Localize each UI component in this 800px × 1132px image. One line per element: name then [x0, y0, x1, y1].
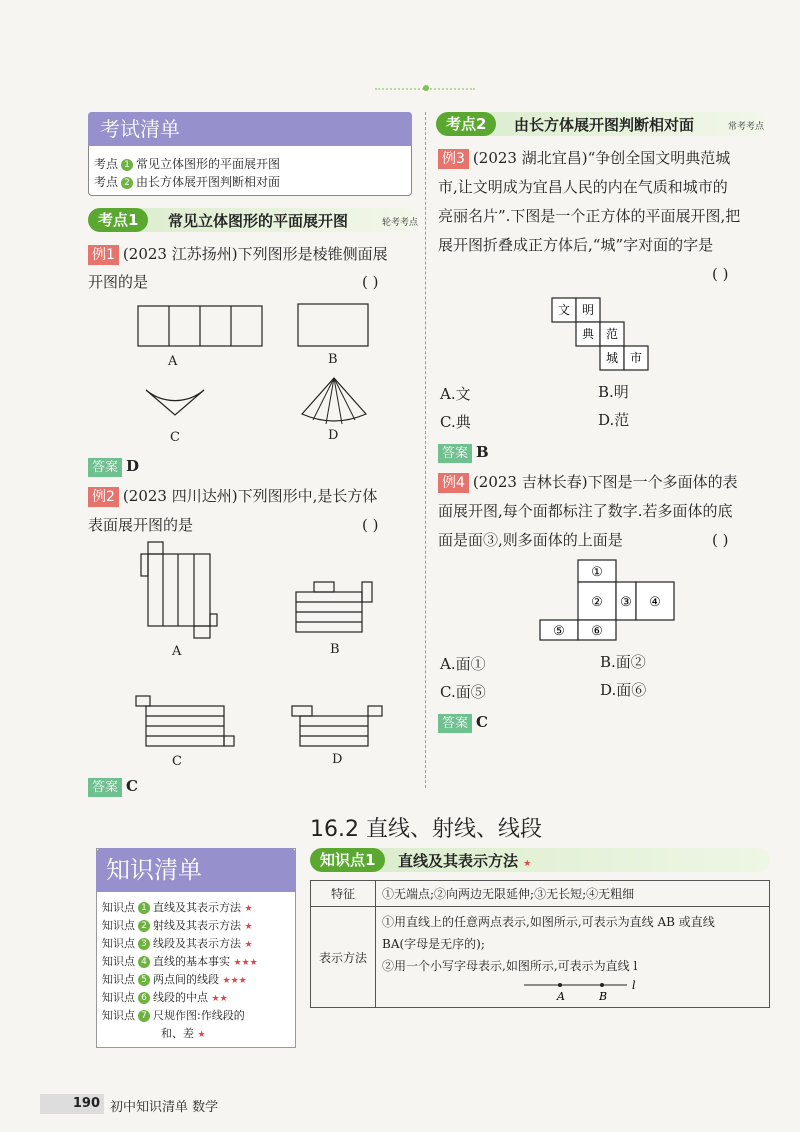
- table-row: [311, 907, 770, 1008]
- ex2-label-b: B: [330, 642, 340, 657]
- knowledge-item-prefix: 知识点: [102, 991, 135, 1004]
- ex1-figure-c: [146, 390, 204, 415]
- ex1-label-b: B: [328, 352, 338, 367]
- knowledge-item-7-cont: [161, 1025, 206, 1041]
- ex4-cell: ⑥: [591, 624, 603, 639]
- ex2-answer-tag: 答案: [88, 778, 122, 797]
- knowledge-item-1: [102, 899, 253, 915]
- ex4-net: [536, 558, 681, 646]
- ex1-line2: 开图的是: [88, 273, 149, 291]
- ex2-label-d: D: [332, 752, 343, 767]
- ex4-answer: [438, 708, 488, 737]
- exam-item-text: 由长方体展开图判断相对面: [136, 175, 281, 189]
- star-icon: ★: [244, 940, 253, 950]
- ex3-net: [548, 296, 658, 376]
- knowledge-item-text: 直线及其表示方法: [153, 901, 241, 914]
- ex4-cell: ③: [620, 595, 632, 610]
- ex3-tag: 例3: [438, 149, 469, 169]
- ex4-paren: ( ): [712, 531, 729, 549]
- exam-item-1: [94, 155, 280, 172]
- ex3-answer: [438, 438, 489, 467]
- method-line-1: ①用直线上的任意两点表示,如图所示,可表示为直线 AB 或直线: [382, 915, 715, 929]
- kp1-tag: 考点1: [88, 208, 148, 232]
- ex4-cell: ⑤: [553, 624, 565, 639]
- knowledge-item-prefix: 知识点: [102, 919, 135, 932]
- knowledge-item-text: 两点间的线段: [153, 973, 219, 986]
- knowledge-item-number: 7: [138, 1010, 150, 1022]
- star-icon: ★★★: [222, 976, 247, 986]
- ex3-line1: [438, 144, 730, 173]
- ex1-figure-a: [138, 306, 262, 346]
- ex2-line1: [88, 482, 377, 511]
- ex4-cell: ②: [591, 595, 603, 610]
- knowledge-item-number: 4: [138, 956, 150, 968]
- ex4-answer-value: C: [476, 713, 488, 731]
- ex2-label-c: C: [172, 754, 182, 769]
- ex3-cell: 城: [605, 351, 619, 365]
- exam-list-title: 考试清单: [88, 112, 412, 146]
- star-icon: ★: [244, 904, 253, 914]
- ex4-option-c: C.面⑤: [440, 683, 486, 701]
- ex3-line4: 展开图折叠成正方体后,“城”字对面的字是: [438, 236, 714, 254]
- ex4-cell: ①: [591, 565, 603, 580]
- knowledge-item-prefix: 知识点: [102, 901, 135, 914]
- ex3-option-b: B.明: [598, 383, 629, 401]
- knowledge-item-prefix: 知识点: [102, 937, 135, 950]
- ex2-answer: [88, 772, 138, 801]
- ex1-line1: [88, 240, 388, 269]
- section-title: 16.2 直线、射线、线段: [310, 817, 542, 842]
- kn1-tag: 知识点1: [310, 848, 385, 872]
- ex4-text: (2023 吉林长春)下图是一个多面体的表: [472, 473, 738, 491]
- knowledge-item-number: 3: [138, 938, 150, 950]
- kp2-note: 常考考点: [728, 122, 765, 132]
- table-cell-method: [376, 907, 770, 1008]
- knowledge-item-number: 5: [138, 974, 150, 986]
- ex1-tag: 例1: [88, 245, 119, 265]
- knowledge-item-prefix: 知识点: [102, 973, 135, 986]
- line-label-l: l: [632, 979, 636, 992]
- ex1-label-c: C: [170, 430, 180, 445]
- knowledge-item-text: 尺规作图:作线段的: [153, 1009, 245, 1022]
- exam-item-number: 1: [121, 159, 133, 171]
- table-head-feature: 特征: [311, 881, 376, 907]
- footer-title: 初中知识清单 数学: [110, 1100, 219, 1115]
- ex4-option-d: D.面⑥: [600, 681, 647, 699]
- ex3-answer-tag: 答案: [438, 444, 472, 463]
- ex2-answer-value: C: [126, 777, 138, 795]
- ex2-figure-a: [141, 542, 217, 638]
- exam-item-prefix: 考点: [94, 175, 119, 189]
- knowledge-item-text: 和、差: [161, 1027, 194, 1040]
- ex2-figure-c: [136, 696, 234, 746]
- ex1-figure-d: [302, 378, 366, 424]
- knowledge-item-7: [102, 1007, 245, 1023]
- ex2-figure-b: [296, 582, 372, 632]
- exam-item-text: 常见立体图形的平面展开图: [136, 157, 281, 171]
- ex2-line2: 表面展开图的是: [88, 516, 194, 534]
- ex2-figures: [88, 540, 428, 780]
- ex4-cell: ④: [649, 595, 661, 610]
- ex1-paren: ( ): [362, 273, 379, 291]
- kp1-title: 常见立体图形的平面展开图: [168, 212, 349, 230]
- ex4-line1: [438, 468, 738, 497]
- ex3-answer-value: B: [476, 443, 489, 461]
- knowledge-item-text: 线段的中点: [153, 991, 208, 1004]
- ex2-figure-d: [292, 706, 382, 746]
- table-row: [311, 881, 770, 907]
- knowledge-item-5: [102, 971, 247, 987]
- ex3-option-d: D.范: [598, 411, 630, 429]
- knowledge-item-4: [102, 953, 258, 969]
- ex4-option-b: B.面②: [600, 653, 646, 671]
- knowledge-item-number: 1: [138, 902, 150, 914]
- ex3-line3: 亮丽名片”.下图是一个正方体的平面展开图,把: [438, 207, 741, 225]
- kn1-title-text: 直线及其表示方法: [398, 852, 519, 870]
- knowledge-item-6: [102, 989, 228, 1005]
- method-line-2: BA(字母是无序的);: [382, 937, 485, 951]
- knowledge-item-text: 直线的基本事实: [153, 955, 230, 968]
- star-icon: ★: [244, 922, 253, 932]
- kn1-title: [398, 850, 531, 871]
- ex4-option-a: A.面①: [440, 655, 486, 673]
- ex1-answer-value: D: [126, 457, 140, 475]
- knowledge-item-text: 射线及其表示方法: [153, 919, 241, 932]
- knowledge-item-number: 6: [138, 992, 150, 1004]
- table-head-method: 表示方法: [311, 907, 376, 1008]
- ex3-line2: 市,让文明成为宜昌人民的内在气质和城市的: [438, 178, 728, 196]
- method-line-3: ②用一个小写字母表示,如图所示,可表示为直线 l: [382, 959, 638, 973]
- kp2-title: 由长方体展开图判断相对面: [514, 116, 695, 134]
- page-number: 190: [40, 1094, 104, 1114]
- ex2-paren: ( ): [362, 516, 379, 534]
- ex3-cell: 明: [581, 303, 595, 317]
- top-decor-dot: [423, 85, 429, 91]
- point-label-a: A: [557, 990, 565, 1003]
- line-diagram: [522, 977, 662, 1003]
- knowledge-item-prefix: 知识点: [102, 955, 135, 968]
- ex4-line3: 面是面③,则多面体的上面是: [438, 531, 623, 549]
- ex1-answer-tag: 答案: [88, 458, 122, 477]
- knowledge-item-number: 2: [138, 920, 150, 932]
- ex3-cell: 典: [581, 327, 595, 341]
- ex1-text: (2023 江苏扬州)下列图形是棱锥侧面展: [122, 245, 388, 263]
- knowledge-item-2: [102, 917, 253, 933]
- ex1-answer: [88, 452, 139, 481]
- ex1-label-a: A: [168, 354, 178, 369]
- exam-item-number: 2: [121, 177, 133, 189]
- exam-item-prefix: 考点: [94, 157, 119, 171]
- ex3-cell: 市: [629, 351, 643, 365]
- feature-table: [310, 880, 770, 1008]
- knowledge-list-title: 知识清单: [96, 848, 296, 892]
- ex3-text: (2023 湖北宜昌)“争创全国文明典范城: [472, 149, 731, 167]
- ex3-cell: 范: [605, 327, 619, 341]
- ex3-option-c: C.典: [440, 413, 471, 431]
- ex4-answer-tag: 答案: [438, 714, 472, 733]
- ex4-line2: 面展开图,每个面都标注了数字.若多面体的底: [438, 502, 733, 520]
- star-icon: ★: [523, 859, 532, 869]
- ex1-figure-b: [298, 304, 368, 346]
- exam-item-2: [94, 173, 280, 190]
- ex2-label-a: A: [172, 644, 182, 659]
- point-label-b: B: [599, 990, 608, 1003]
- table-cell-feature: ①无端点;②向两边无限延伸;③无长短;④无粗细: [376, 881, 770, 907]
- knowledge-item-3: [102, 935, 253, 951]
- ex1-label-d: D: [328, 428, 339, 443]
- ex2-text: (2023 四川达州)下列图形中,是长方体: [122, 487, 378, 505]
- knowledge-item-text: 线段及其表示方法: [153, 937, 241, 950]
- star-icon: ★: [197, 1030, 206, 1040]
- star-icon: ★★: [211, 994, 228, 1004]
- kp1-note: 轮考考点: [382, 218, 419, 228]
- ex3-cell: 文: [557, 303, 571, 317]
- ex1-figures: [88, 296, 428, 456]
- ex2-tag: 例2: [88, 487, 119, 507]
- ex4-tag: 例4: [438, 473, 469, 493]
- knowledge-item-prefix: 知识点: [102, 1009, 135, 1022]
- ex3-paren: ( ): [712, 265, 729, 283]
- kp2-tag: 考点2: [436, 112, 496, 136]
- star-icon: ★★★: [233, 958, 258, 968]
- ex3-option-a: A.文: [440, 385, 471, 403]
